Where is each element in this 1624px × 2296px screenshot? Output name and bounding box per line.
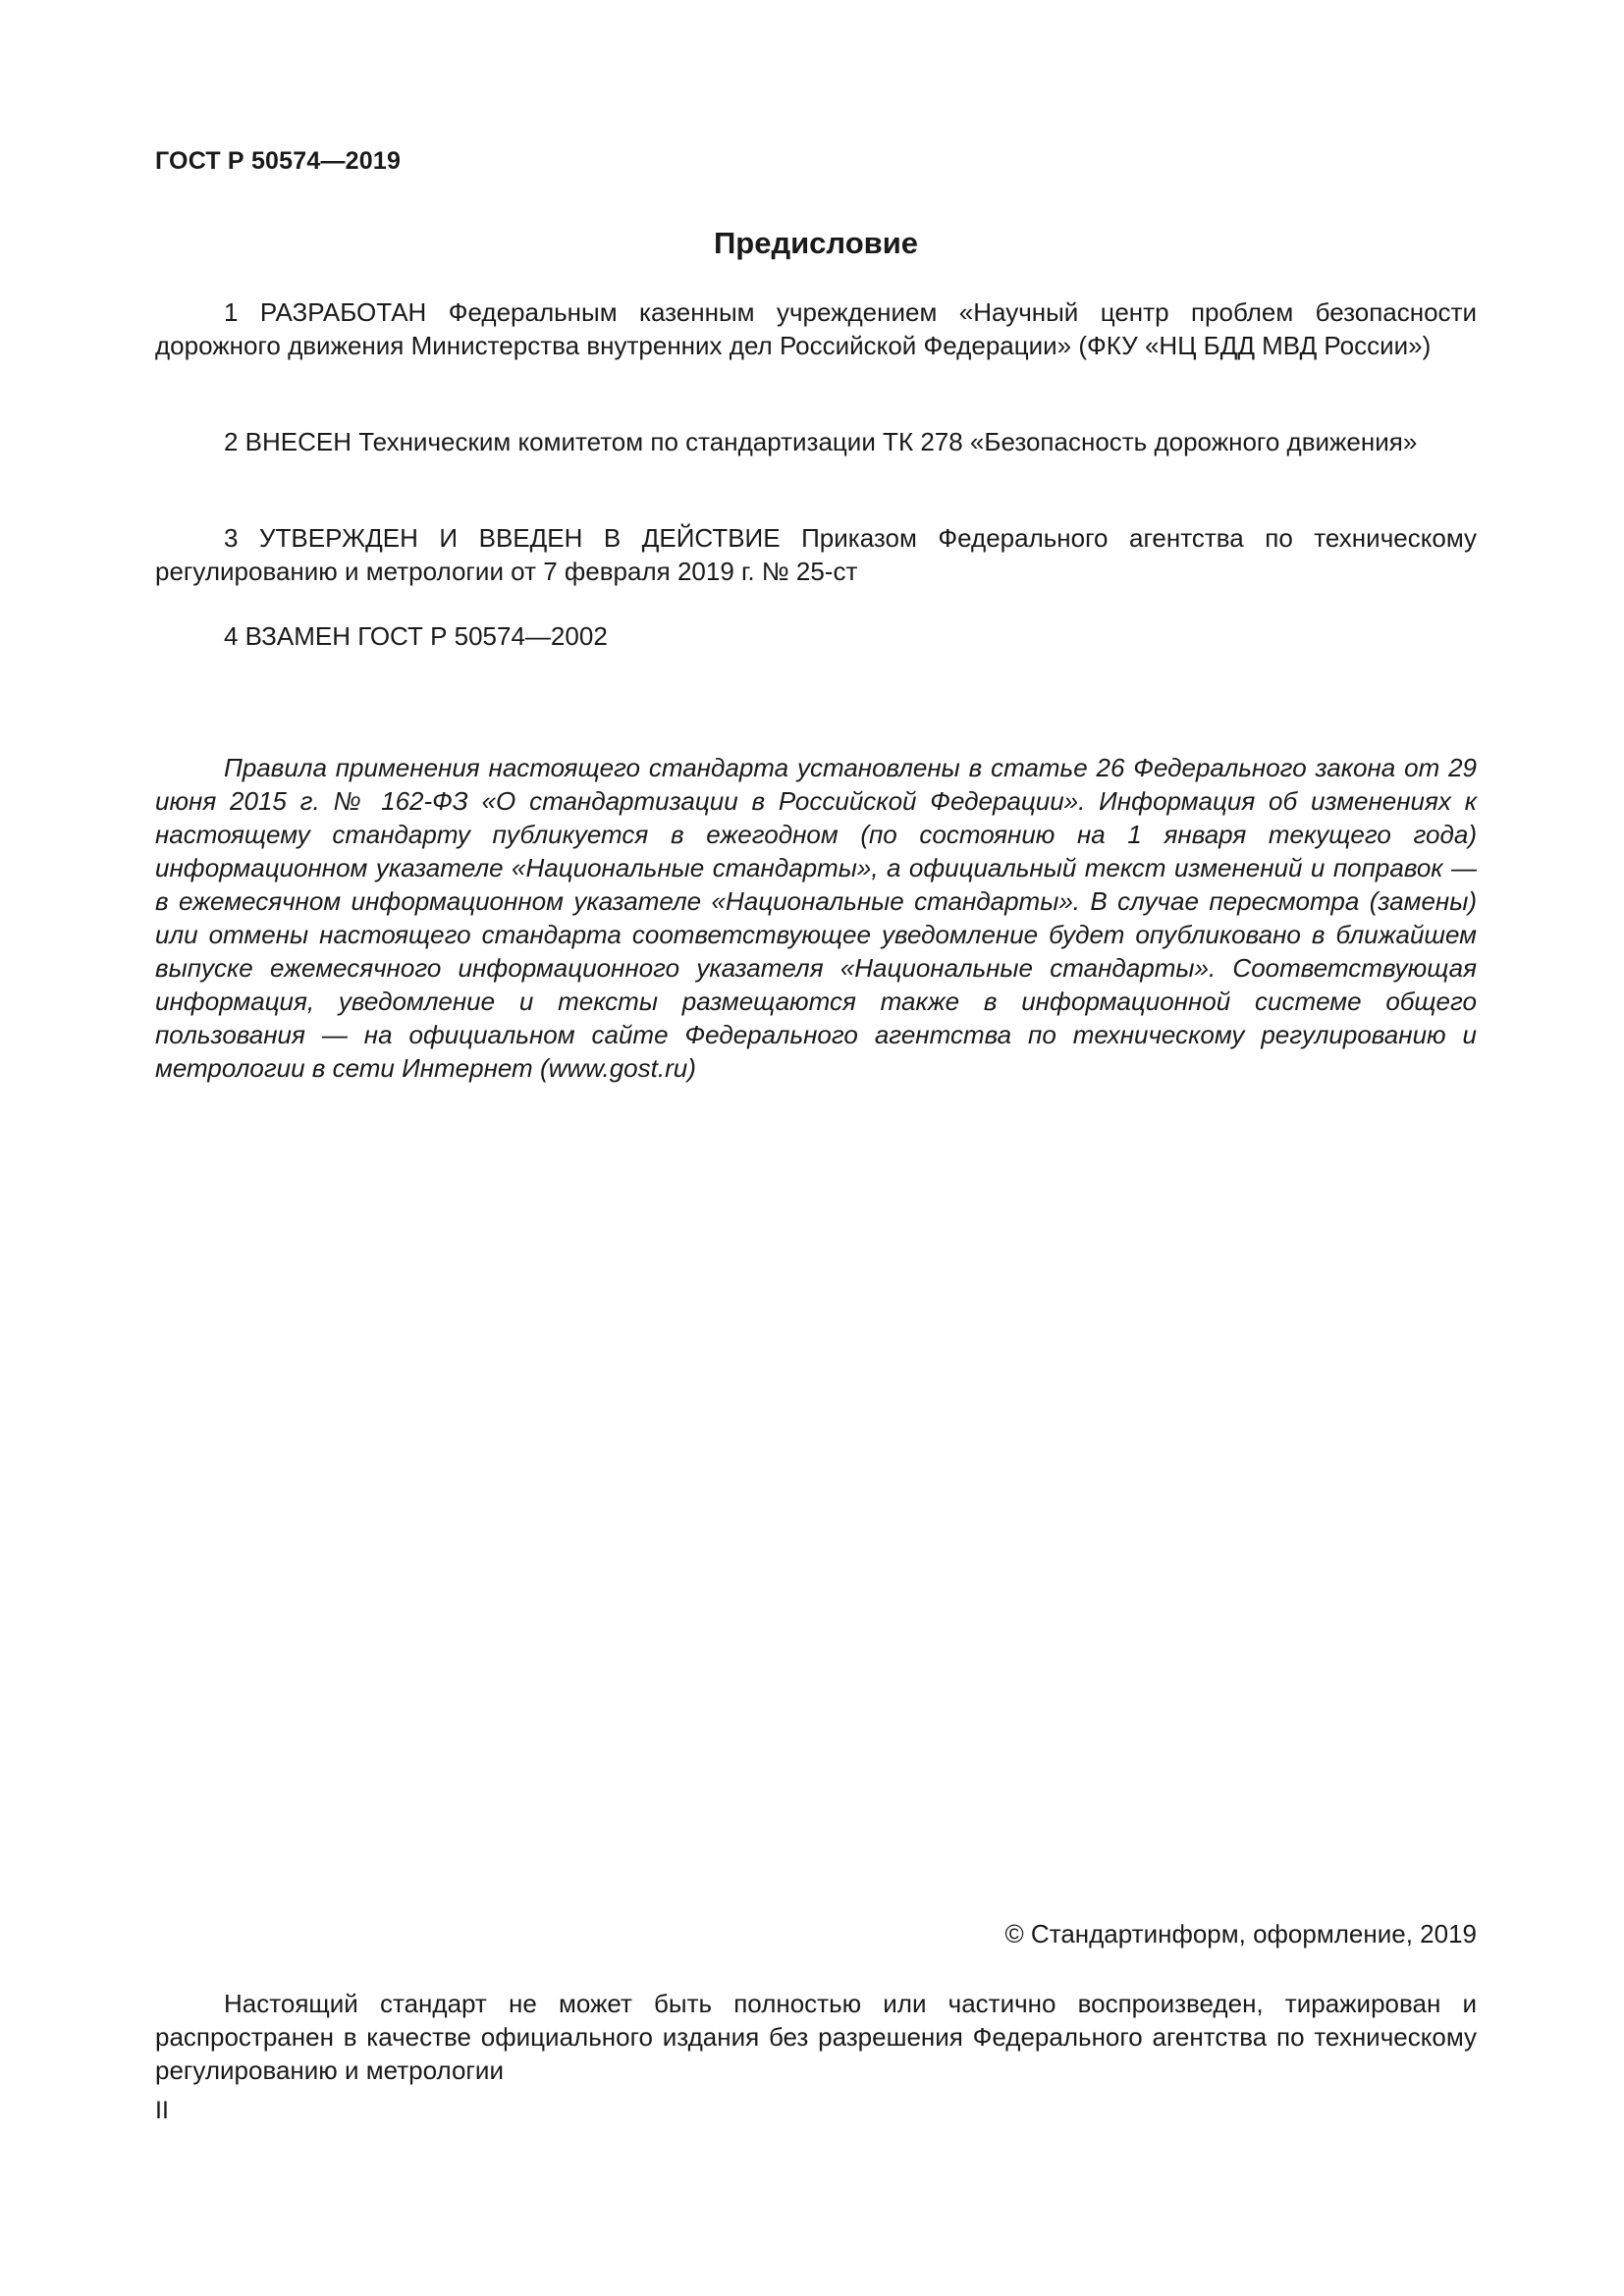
preface-item-developed: 1 РАЗРАБОТАН Федеральным казенным учреждением «Научный центр проблем безопасности дорожного движения Министерства внутренних дел Российской Федерации» (ФКУ «НЦ БДД МВД России») xyxy=(155,297,1477,360)
application-rules-paragraph: Правила применения настоящего стандарта установлены в статье 26 Федерального закона от 29 июня 2015 г. № 162-ФЗ «О стандартизации в Российской Федерации». Информация об изменениях к настоящему стандарту публикуется в ежегодном (по состоянию на 1 января текущего года) информационном указателе «Национальные стандарты», а официальный текст изменений и поправок — в ежемесячном информационном указателе «Национальные стандарты». В случае пересмотра (замены) или отмены настоящего стандарта соответствующее уведомление будет опубликовано в ближайшем выпуске ежемесячного информационного указателя «Национальные стандарты». Соответствующая информация, уведомление и тексты размещаются также в информационной системе общего пользования — на официальном сайте Федерального агентства по техническому регулированию и метрологии в сети Интернет (www.gost.ru) xyxy=(155,753,1477,1083)
preface-item-replaces: 4 ВЗАМЕН ГОСТ Р 50574—2002 xyxy=(224,621,608,651)
document-code: ГОСТ Р 50574—2019 xyxy=(155,147,402,175)
copyright-line: © Стандартинформ, оформление, 2019 xyxy=(1004,1919,1477,1949)
preface-item-approved: 3 УТВЕРЖДЕН И ВВЕДЕН В ДЕЙСТВИЕ Приказом Федерального агентства по техническому регулированию и метрологии от 7 февраля 2019 г. № 25-ст xyxy=(155,523,1477,586)
reproduction-notice: Настоящий стандарт не может быть полностью или частично воспроизведен, тиражирован и распространен в качестве официального издания без разрешения Федерального агентства по техническому регулированию и метрологии xyxy=(155,1989,1477,2085)
preface-title: Предисловие xyxy=(713,226,918,260)
page-number: II xyxy=(155,2097,169,2124)
preface-item-introduced: 2 ВНЕСЕН Техническим комитетом по стандартизации ТК 278 «Безопасность дорожного движения» xyxy=(224,427,1418,456)
